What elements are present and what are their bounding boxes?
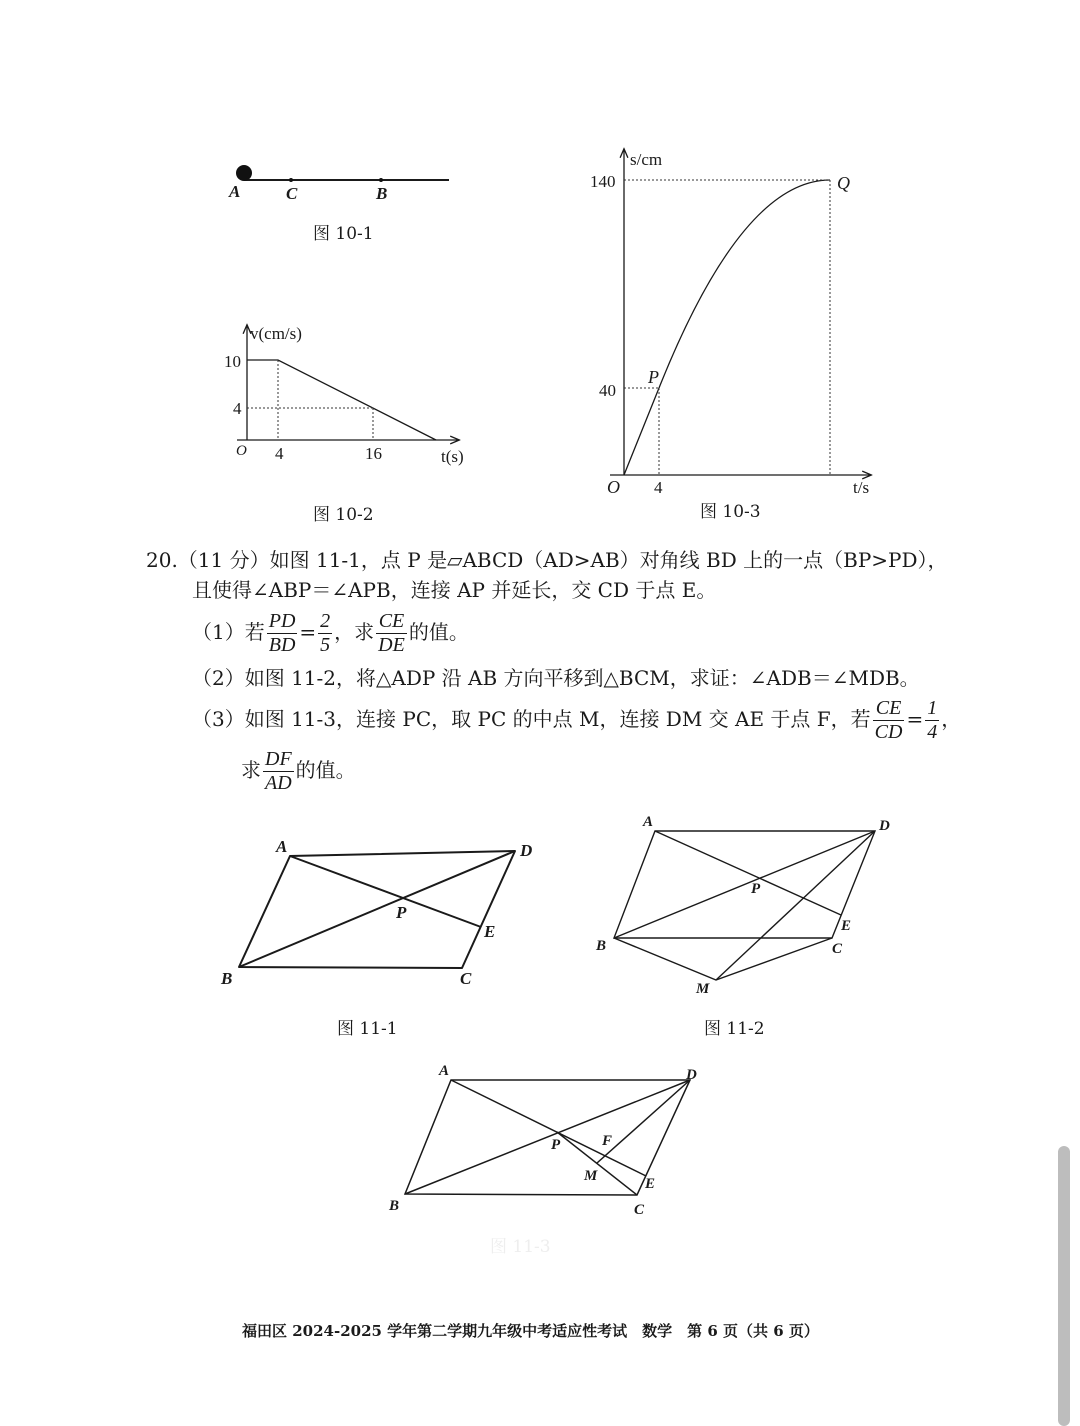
label-b: B (596, 938, 607, 954)
question-part-3: （3）如图 11-3，连接 PC，取 PC 的中点 M，连接 DM 交 AE 于点 F，若 $\frac{CE}{CD}$ = $\frac{1}{4}$ ， (192, 697, 962, 743)
figure-11-3 (388, 1063, 697, 1257)
tick: 4 (275, 444, 284, 463)
label-c: C (832, 941, 843, 957)
question-line-1: 20.（11 分）如图 11-1，点 P 是▱ABCD（AD>AB）对角线 BD 上的一点（BP>PD）， (146, 548, 948, 572)
y-axis-label: s/cm (630, 150, 663, 169)
question-part-3b: 求 $\frac{DF}{AD}$ 的值。 (241, 748, 356, 794)
label-c: C (460, 969, 472, 988)
velocity-line (247, 360, 436, 440)
fraction: $\frac{CE}{CD}$ (874, 697, 903, 743)
text: （1）若 (192, 620, 265, 644)
label-a: A (229, 182, 241, 201)
figure-11-2 (595, 814, 890, 1039)
figure-10-3 (590, 150, 870, 522)
label-m: M (584, 1168, 598, 1184)
tick: 140 (590, 172, 616, 191)
label-b: B (221, 969, 233, 988)
x-axis-label: t/s (853, 478, 870, 497)
figure-10-1 (228, 165, 449, 244)
distance-curve (659, 180, 830, 388)
label-p: P (396, 903, 407, 922)
label-c: C (634, 1202, 645, 1218)
fraction: $\frac{PD}{BD}$ (268, 610, 296, 656)
question-part-1: （1）若 $\frac{PD}{BD}$ = $\frac{2}{5}$ ，求 $\frac{CE}{DE}$ 的值。 (192, 610, 469, 656)
label-c: C (286, 184, 298, 203)
figure-11-1 (220, 837, 532, 1039)
page-footer: 福田区 2024-2025 学年第二学期九年级中考适应性考试 数学 第 6 页（共 6 页） (242, 1322, 819, 1340)
figure-10-2 (224, 324, 464, 525)
fraction: $\frac{CE}{DE}$ (378, 610, 405, 656)
x-axis-label: t(s) (441, 447, 464, 466)
tick: 10 (224, 352, 241, 371)
tick: 40 (599, 381, 616, 400)
tick: 16 (365, 444, 382, 463)
label-a: A (643, 814, 654, 830)
caption: 图 11-2 (704, 1019, 765, 1039)
origin: O (607, 477, 620, 497)
label-d: D (879, 818, 890, 834)
label-b: B (376, 184, 388, 203)
fraction: $\frac{DF}{AD}$ (265, 748, 292, 794)
label-d: D (520, 841, 533, 860)
label-b: B (389, 1198, 400, 1214)
label-e: E (645, 1176, 656, 1192)
label-a: A (439, 1063, 450, 1079)
caption: 图 11-1 (337, 1019, 398, 1039)
caption: 图 10-1 (313, 224, 374, 244)
label-m: M (696, 981, 710, 997)
fraction: $\frac{1}{4}$ (927, 697, 938, 743)
scrollbar[interactable] (1058, 1146, 1070, 1426)
question-part-2: （2）如图 11-2，将△ADP 沿 AB 方向平移到△BCM，求证：∠ADB＝∠MDB。 (192, 666, 920, 690)
origin: O (236, 443, 247, 459)
point-p: P (648, 367, 659, 387)
label-d: D (686, 1067, 697, 1083)
label-p: P (551, 1137, 561, 1153)
tick: 4 (233, 399, 242, 418)
label-a: A (276, 837, 288, 856)
label-e: E (484, 922, 496, 941)
caption: 图 10-3 (700, 502, 761, 522)
ball (236, 165, 252, 181)
label-f: F (602, 1133, 613, 1149)
caption: 图 11-3 (490, 1237, 551, 1257)
tick: 4 (654, 478, 663, 497)
y-axis-label: v(cm/s) (250, 324, 302, 343)
label-p: P (751, 881, 761, 897)
fraction: $\frac{2}{5}$ (320, 610, 331, 656)
point-q: Q (837, 173, 850, 193)
question-line-2: 且使得∠ABP＝∠APB，连接 AP 并延长，交 CD 于点 E。 (192, 578, 717, 602)
caption: 图 10-2 (313, 505, 374, 525)
label-e: E (841, 918, 852, 934)
